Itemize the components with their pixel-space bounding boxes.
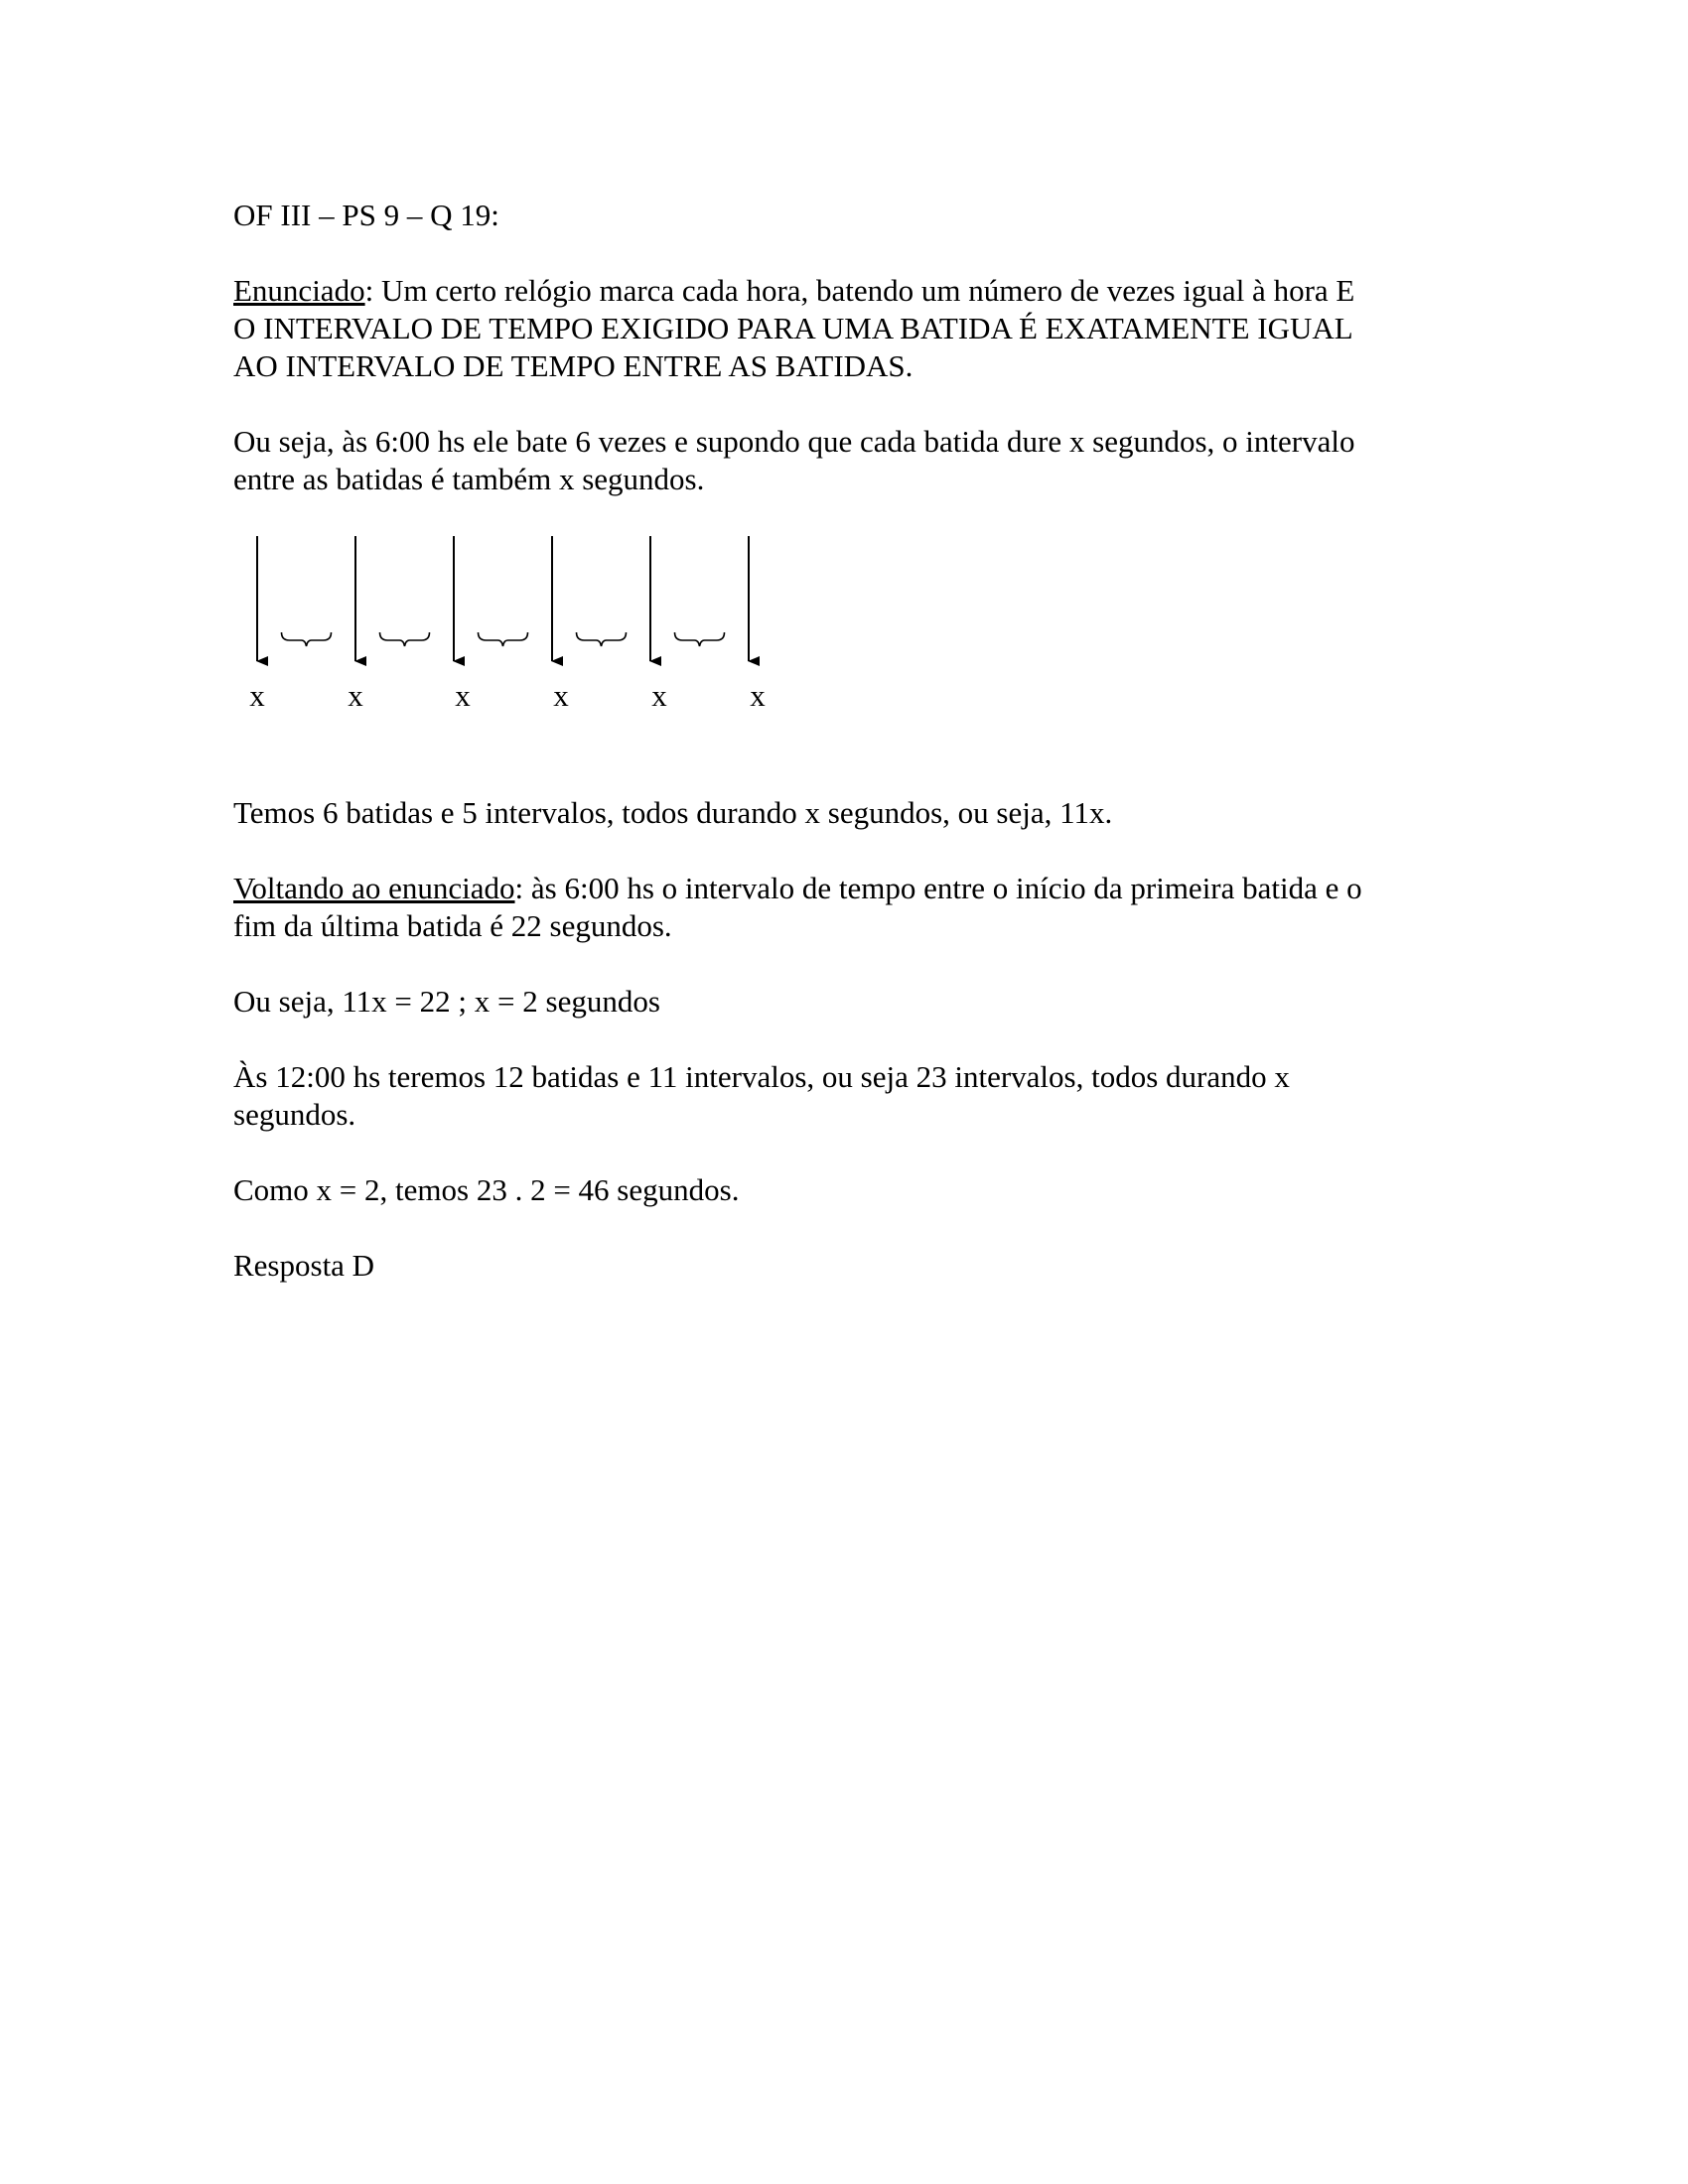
voltando-line-1: [233, 870, 1484, 907]
interval-brace: [577, 632, 627, 646]
resposta-line: Resposta D: [233, 1248, 375, 1283]
interval-brace: [675, 632, 725, 646]
interval-brace: [282, 632, 332, 646]
ou-seja-line-1: Ou seja, às 6:00 hs ele bate 6 vezes e supondo que cada batida dure x segundos, o intervalo: [233, 424, 1355, 459]
interval-brace: [479, 632, 528, 646]
enunciado-line-2: O INTERVALO DE TEMPO EXIGIDO PARA UMA BATIDA É EXATAMENTE IGUAL: [233, 311, 1353, 345]
como-line: Como x = 2, temos 23 . 2 = 46 segundos.: [233, 1172, 740, 1207]
page-title: OF III – PS 9 – Q 19:: [233, 198, 499, 232]
interval-brace: [380, 632, 430, 646]
strike-label: x: [553, 678, 569, 713]
enunciado-label: Enunciado: [233, 273, 365, 308]
enunciado-text-1: : Um certo relógio marca cada hora, batendo um número de vezes igual à hora E: [364, 273, 1355, 308]
as-12-line-2: segundos.: [233, 1097, 356, 1132]
strike-label: x: [651, 678, 667, 713]
ou-seja-line-2: entre as batidas é também x segundos.: [233, 462, 705, 496]
voltando-line-2: fim da última batida é 22 segundos.: [233, 908, 672, 943]
enunciado-line-3: AO INTERVALO DE TEMPO ENTRE AS BATIDAS.: [233, 348, 914, 383]
equation-line: Ou seja, 11x = 22 ; x = 2 segundos: [233, 984, 660, 1019]
strike-label: x: [750, 678, 766, 713]
voltando-label: Voltando ao enunciado: [233, 871, 515, 905]
voltando-text-1: : às 6:00 hs o intervalo de tempo entre o início da primeira batida e o: [514, 871, 1362, 905]
as-12-line-1: Às 12:00 hs teremos 12 batidas e 11 intervalos, ou seja 23 intervalos, todos durando x: [233, 1059, 1290, 1094]
strikes-diagram: [228, 531, 824, 730]
strike-label: x: [455, 678, 471, 713]
strike-label: x: [348, 678, 363, 713]
enunciado-line-1: [233, 272, 1484, 310]
strike-label: x: [249, 678, 265, 713]
temos-line: Temos 6 batidas e 5 intervalos, todos durando x segundos, ou seja, 11x.: [233, 795, 1113, 830]
